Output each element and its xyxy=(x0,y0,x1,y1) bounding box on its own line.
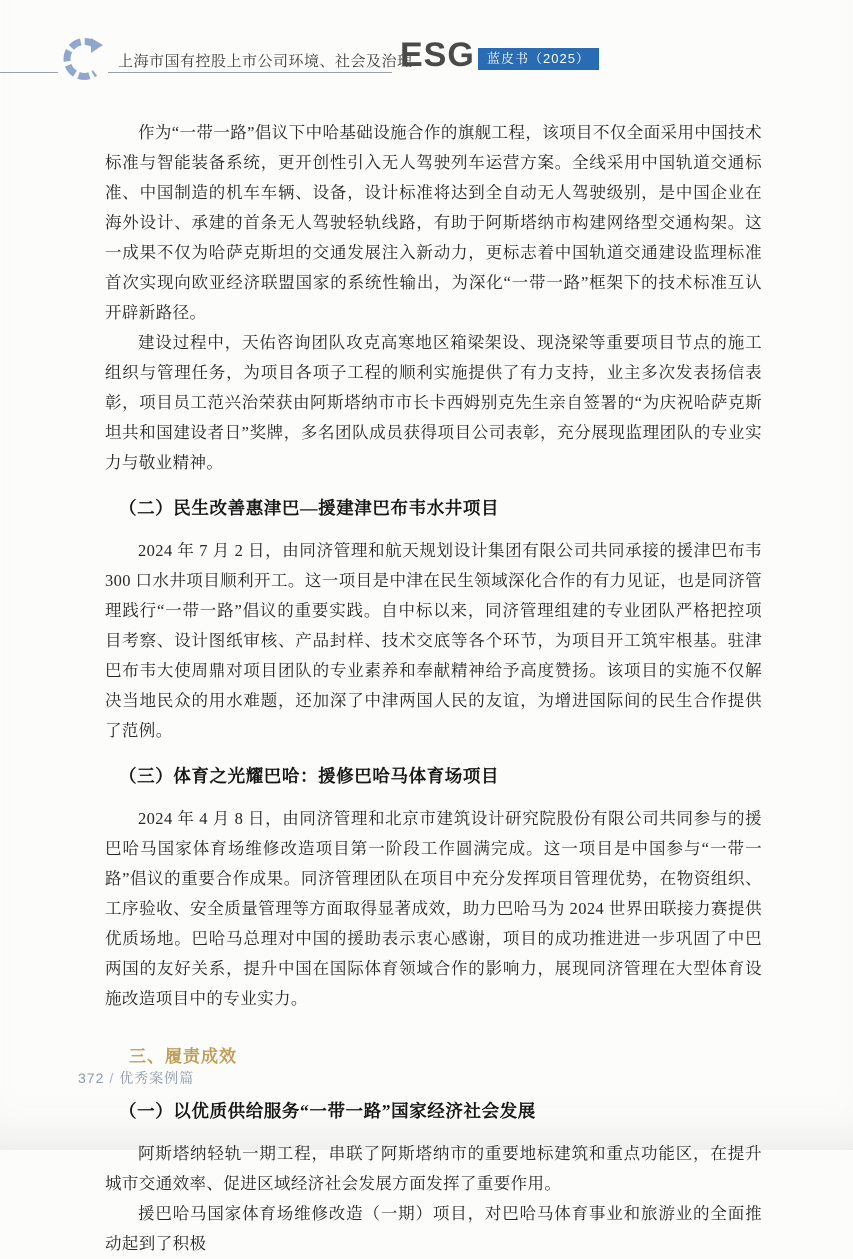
intro-paragraph-2: 建设过程中，天佑咨询团队攻克高寒地区箱梁架设、现浇梁等重要项目节点的施工组织与管理任务，为项目各项子工程的顺利实施提供了有力支持，业主多次发表扬信表彰，项目员工范兴治荣获由阿斯塔纳市市长卡西姆别克先生亲自签署的“为庆祝哈萨克斯坦共和国建设者日”奖牌，多名团队成员获得项目公司表彰，充分展现监理团队的专业实力与敬业精神。 xyxy=(105,333,762,472)
page-footer xyxy=(78,1068,194,1088)
circular-arrow-logo-icon xyxy=(58,34,108,84)
esg-wordmark: ESG xyxy=(400,36,475,74)
page-header xyxy=(0,34,853,86)
chapter-heading-responsibility-results: 三、履责成效 xyxy=(129,1047,237,1066)
section-paragraph-zimbabwe-wells: 2024 年 7 月 2 日，由同济管理和航天规划设计集团有限公司共同承接的援津巴布韦 300 口水井项目顺利开工。这一项目是中津在民生领域深化合作的有力见证，也是同济管理践行“一带一路”倡议的重要实践。自中标以来，同济管理组建的专业团队严格把控项目考察、设计图纸审核、产品封样、技术交底等各个环节，为项目开工筑牢根基。驻津巴布韦大使周鼎对项目团队的专业素养和奉献精神给予高度赞扬。该项目的实施不仅解决当地民众的用水难题，还加深了中津两国人民的友谊，为增进国际间的民生合作提供了范例。 xyxy=(105,541,762,740)
footer-section-name: 优秀案例篇 xyxy=(119,1070,195,1086)
subsection-heading-belt-and-road-supply: （一）以优质供给服务“一带一路”国家经济社会发展 xyxy=(119,1101,536,1121)
bluebook-year-badge: 蓝皮书（2025） xyxy=(478,48,599,70)
page-number: 372 xyxy=(78,1070,105,1086)
section-heading-bahamas-stadium: （三）体育之光耀巴哈：援修巴哈马体育场项目 xyxy=(119,766,500,786)
footer-separator: / xyxy=(109,1070,115,1086)
section-paragraph-bahamas-stadium: 2024 年 4 月 8 日，由同济管理和北京市建筑设计研究院股份有限公司共同参与的援巴哈马国家体育场维修改造项目第一阶段工作圆满完成。这一项目是中国参与“一带一路”倡议的重要合作成果。同济管理团队在项目中充分发挥项目管理优势，在物资组织、工序验收、安全质量管理等方面取得显著成效，助力巴哈马为 2024 世界田联接力赛提供优质场地。巴哈马总理对中国的援助表示衷心感谢，项目的成功推进进一步巩固了中巴两国的友好关系，提升中国在国际体育领域合作的影响力，展现同济管理在大型体育设施改造项目中的专业实力。 xyxy=(105,809,762,1008)
report-org-title: 上海市国有控股上市公司环境、社会及治理 xyxy=(118,53,413,70)
section-heading-zimbabwe-wells: （二）民生改善惠津巴—援建津巴布韦水井项目 xyxy=(119,498,500,518)
intro-paragraph-1: 作为“一带一路”倡议下中哈基础设施合作的旗舰工程，该项目不仅全面采用中国技术标准与智能装备系统，更开创性引入无人驾驶列车运营方案。全线采用中国轨道交通标准、中国制造的机车车辆、设备，设计标准将达到全自动无人驾驶级别，是中国企业在海外设计、承建的首条无人驾驶轻轨线路，有助于阿斯塔纳市构建网络型交通构架。这一成果不仅为哈萨克斯坦的交通发展注入新动力，更标志着中国轨道交通建设监理标准首次实现向欧亚经济联盟国家的系统性输出，为深化“一带一路”框架下的技术标准互认开辟新路径。 xyxy=(105,123,762,322)
page-content xyxy=(105,118,762,1259)
subsection-paragraph-bahamas-impact: 援巴哈马国家体育场维修改造（一期）项目，对巴哈马体育事业和旅游业的全面推动起到了积极 xyxy=(105,1204,762,1253)
subsection-paragraph-astana-lrt: 阿斯塔纳轻轨一期工程，串联了阿斯塔纳市的重要地标建筑和重点功能区，在提升城市交通效率、促进区域经济社会发展方面发挥了重要作用。 xyxy=(105,1144,762,1193)
